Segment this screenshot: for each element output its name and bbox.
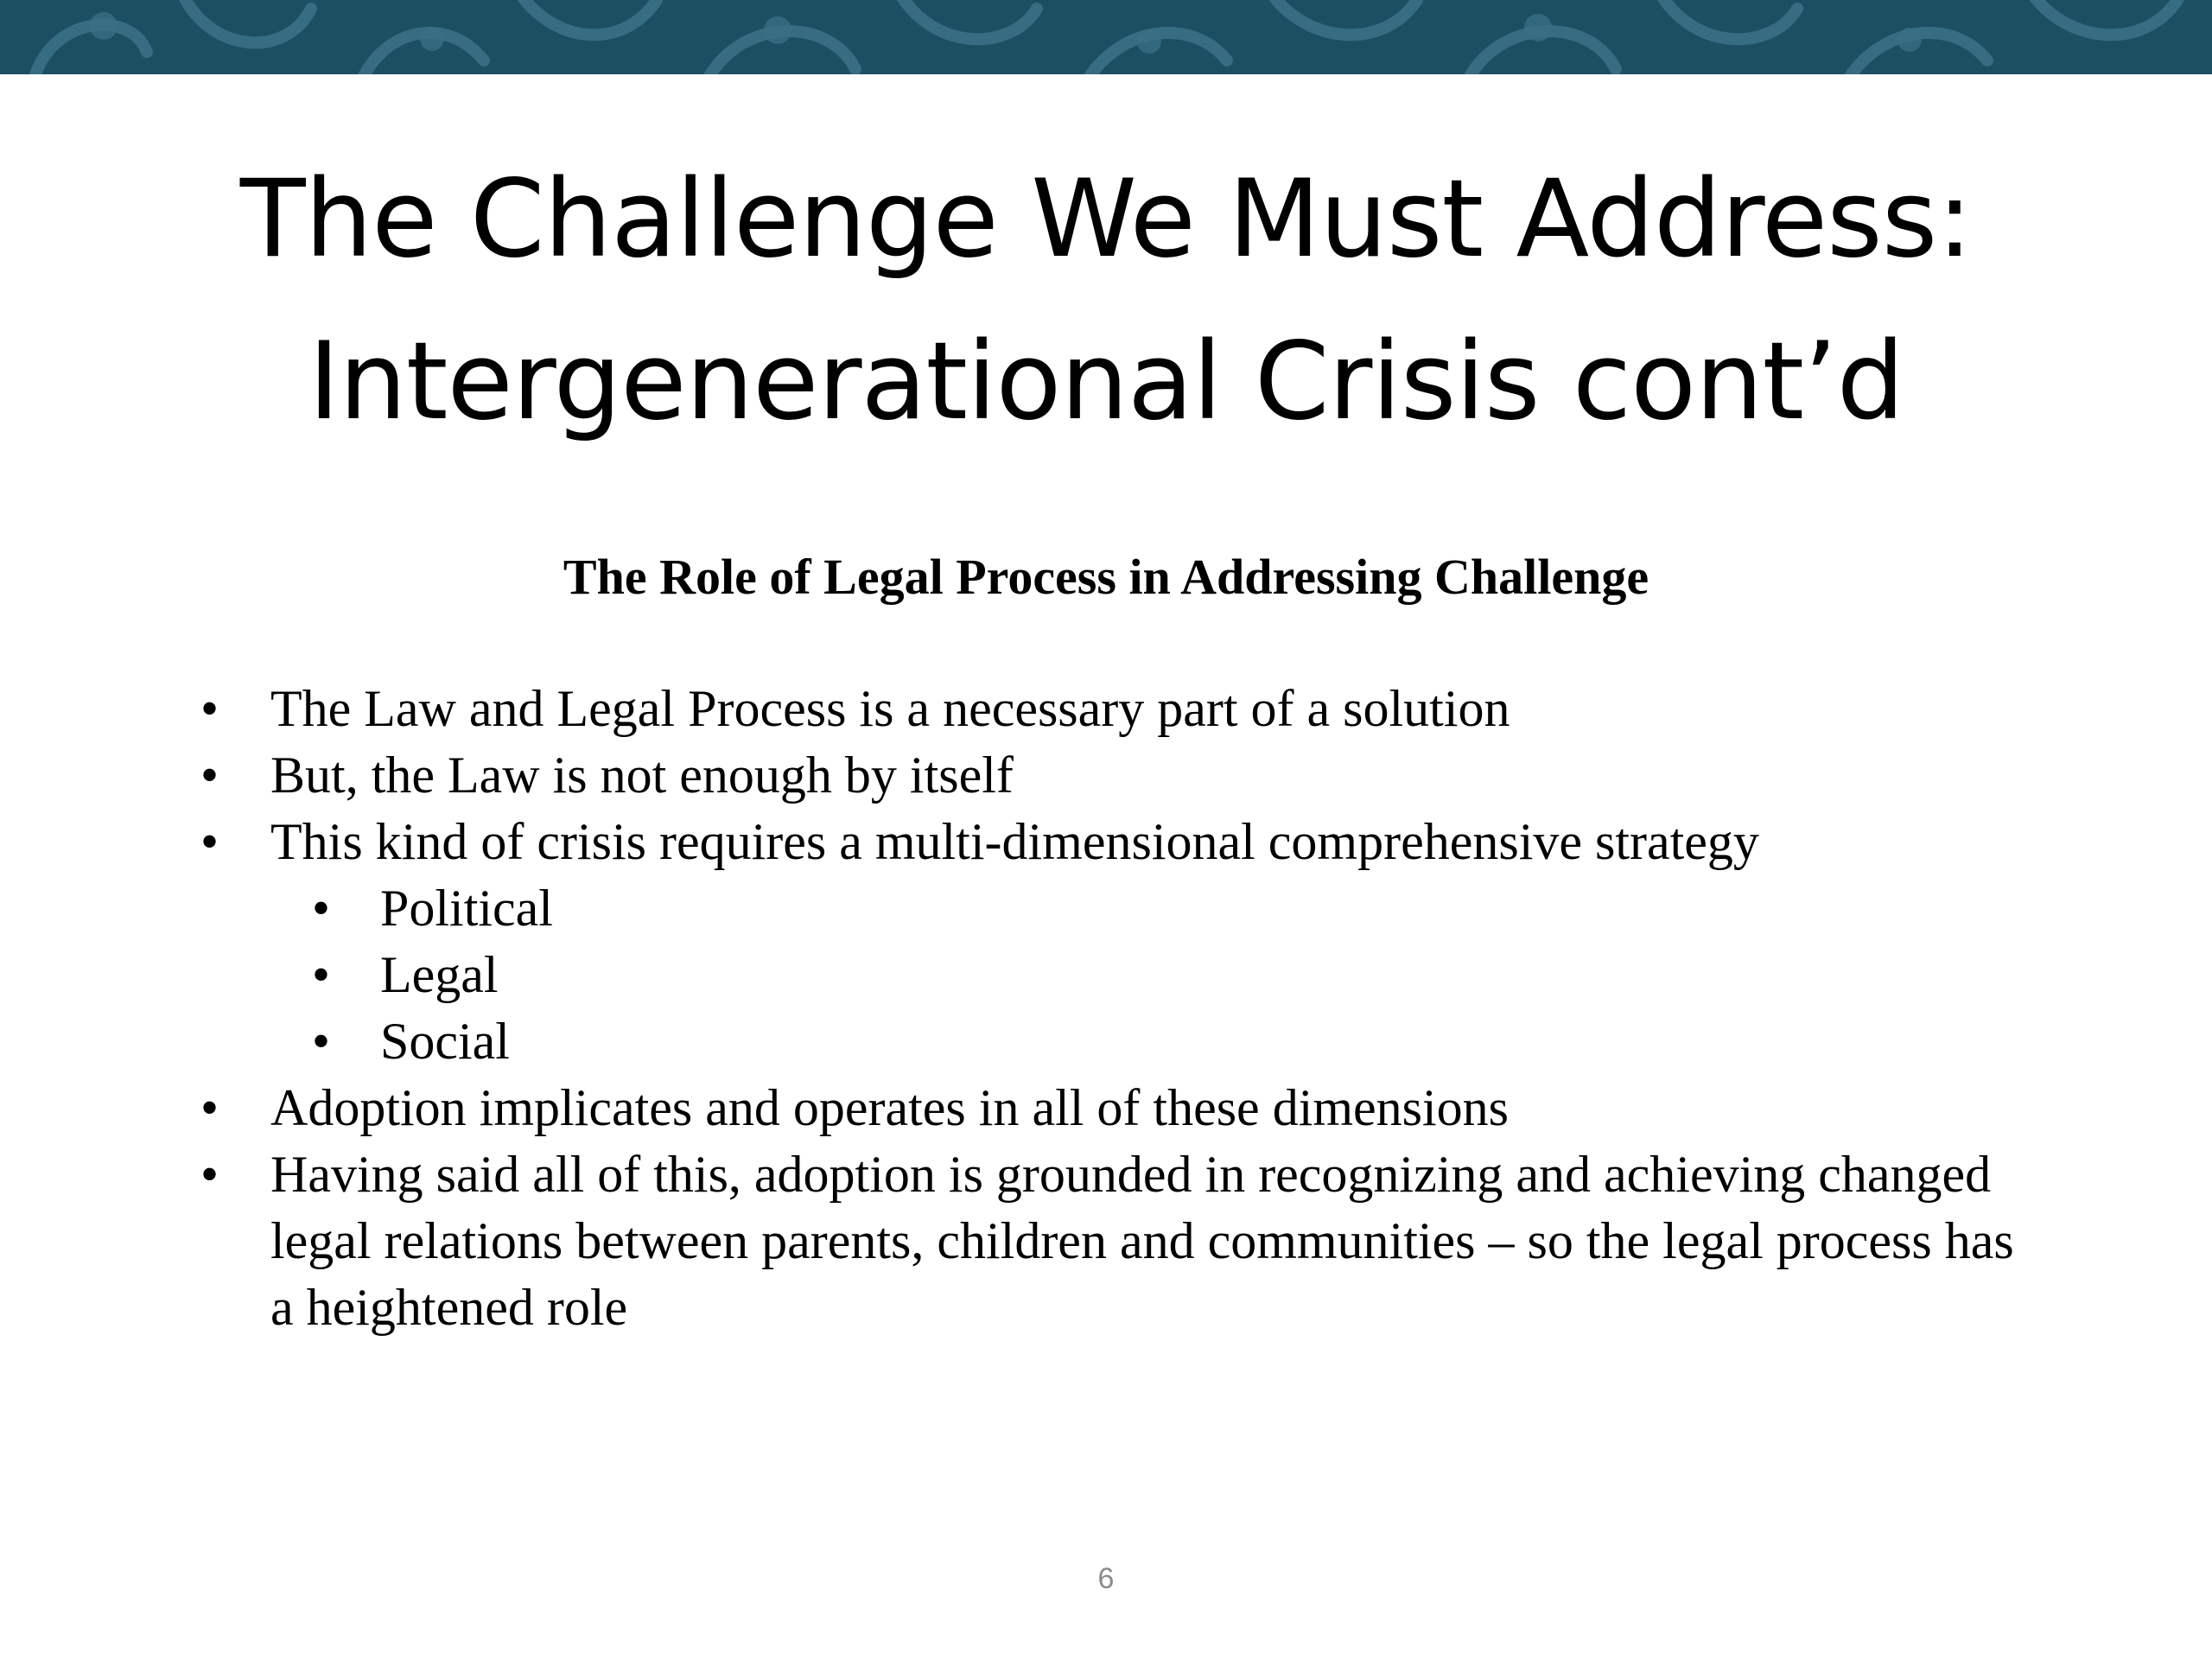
bullet-text: The Law and Legal Process is a necessary part of a solution <box>270 680 1510 737</box>
bullet-text: Adoption implicates and operates in all of these dimensions <box>270 1079 1510 1136</box>
bullet-text: This kind of crisis requires a multi-dimensional comprehensive strategy <box>270 813 1759 870</box>
bullet-icon: • <box>200 1146 219 1203</box>
bullet-item <box>0 1075 2016 1141</box>
bullet-text: Having said all of this, adoption is grounded in recognizing and achieving changed legal relations between parents, children and communities – so the legal process has a heightened role <box>270 1146 2014 1336</box>
page-number: 6 <box>1097 1562 1115 1595</box>
bullet-text: Social <box>380 1013 510 1070</box>
bullet-item <box>0 1141 2016 1341</box>
bullet-text: Legal <box>380 946 499 1003</box>
bullet-icon: • <box>312 880 331 937</box>
bullet-list <box>0 676 2212 1341</box>
bullet-icon: • <box>200 1079 219 1136</box>
slide-title-line-2: Intergenerational Crisis cont’d <box>308 320 1904 444</box>
bullet-icon: • <box>200 813 219 870</box>
bullet-icon: • <box>200 680 219 737</box>
bullet-text: But, the Law is not enough by itself <box>270 747 1014 804</box>
sub-bullet-item <box>0 875 2022 942</box>
bullet-item <box>0 742 2016 809</box>
slide-subtitle: The Role of Legal Process in Addressing Challenge <box>563 549 1649 605</box>
decorative-banner <box>0 0 2212 74</box>
slide-title <box>0 138 2212 463</box>
banner-pattern-icon <box>0 0 2212 74</box>
bullet-icon: • <box>200 747 219 804</box>
bullet-text: Political <box>380 880 553 937</box>
sub-bullet-item <box>0 942 2022 1008</box>
slide-title-line-1: The Challenge We Must Address: <box>239 157 1973 282</box>
bullet-icon: • <box>312 1013 331 1070</box>
bullet-item <box>0 676 2016 742</box>
bullet-item <box>0 809 2016 875</box>
sub-bullet-item <box>0 1008 2022 1075</box>
bullet-icon: • <box>312 946 331 1003</box>
